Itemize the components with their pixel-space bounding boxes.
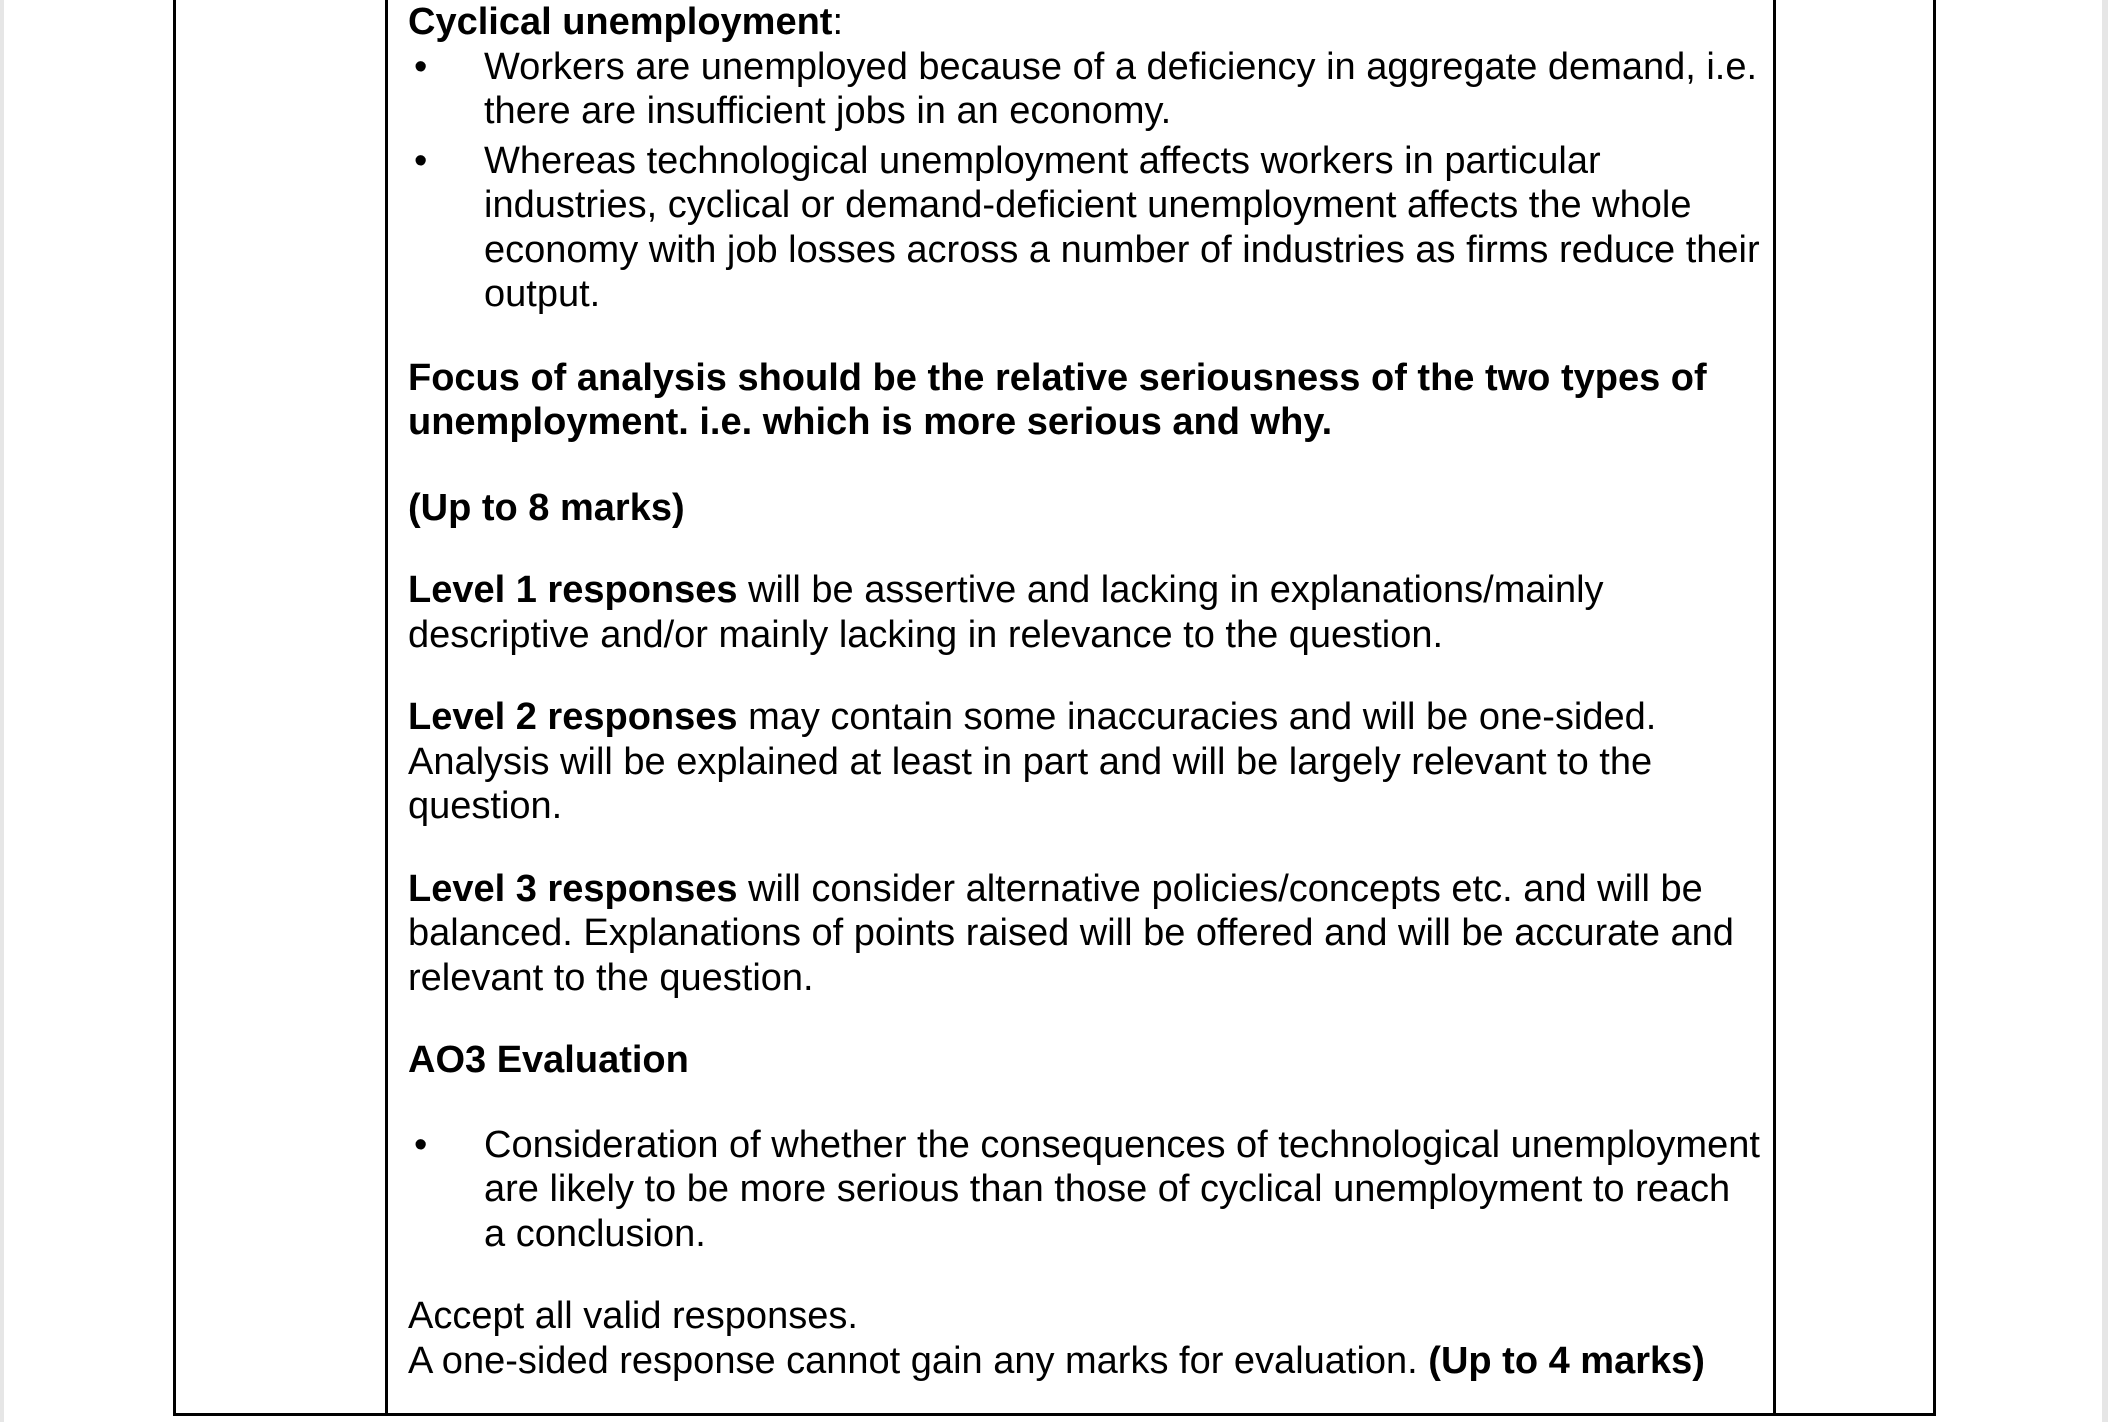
page-edge-left <box>0 0 4 1422</box>
bullet-text: Whereas technological unemployment affects workers in particular industries, cyclical or demand-deficient unemployment affects the whole economy with job losses across a number of industries as firms reduce their output. <box>484 139 1760 315</box>
cyclical-heading-line <box>408 0 1760 45</box>
level-text: will consider alternative policies/concepts etc. and will be balanced. Explanations of points raised will be offered and will be accurate and relevant to the question. <box>408 867 1734 999</box>
list-item <box>408 45 1760 134</box>
column-divider-2 <box>1773 0 1776 1416</box>
level-2-descriptor <box>408 695 1760 829</box>
list-item <box>408 1123 1760 1257</box>
level-label: Level 2 responses <box>408 696 738 738</box>
column-divider-1 <box>385 0 388 1416</box>
one-sided-statement <box>408 1339 1760 1384</box>
evaluation-bullet-list <box>408 1123 1760 1257</box>
page-edge-right <box>2102 0 2108 1422</box>
one-sided-text: A one-sided response cannot gain any marks for evaluation. <box>408 1339 1429 1382</box>
level-label: Level 1 responses <box>408 569 738 611</box>
bullet-text: Consideration of whether the consequences of technological unemployment are likely to be more serious than those of cyclical unemployment to reach a conclusion. <box>484 1123 1760 1255</box>
guidance-cell <box>408 0 1760 1383</box>
list-item <box>408 139 1760 317</box>
analysis-marks: (Up to 8 marks) <box>408 486 685 529</box>
focus-statement: Focus of analysis should be the relative seriousness of the two types of unemployment. i.e. which is more serious and why. <box>408 356 1707 443</box>
bullet-icon: • <box>414 139 428 182</box>
level-text: will be assertive and lacking in explanations/mainly descriptive and/or mainly lacking in relevance to the question. <box>408 569 1604 656</box>
level-1-descriptor <box>408 568 1760 657</box>
bullet-icon: • <box>414 45 428 88</box>
cyclical-heading-colon: : <box>832 1 844 43</box>
bullet-text: Workers are unemployed because of a deficiency in aggregate demand, i.e. there are insufficient jobs in an economy. <box>484 45 1758 132</box>
level-label: Level 3 responses <box>408 867 738 910</box>
bullet-icon: • <box>414 1123 428 1166</box>
accept-statement: Accept all valid responses. <box>408 1295 858 1337</box>
level-3-descriptor <box>408 867 1760 1001</box>
level-text: may contain some inaccuracies and will be one-sided. Analysis will be explained at least in part and will be largely relevant to the question. <box>408 696 1657 827</box>
evaluation-heading: AO3 Evaluation <box>408 1039 689 1081</box>
cyclical-heading: Cyclical unemployment <box>408 1 833 43</box>
cyclical-bullet-list <box>408 45 1760 317</box>
evaluation-marks: (Up to 4 marks) <box>1428 1339 1705 1382</box>
